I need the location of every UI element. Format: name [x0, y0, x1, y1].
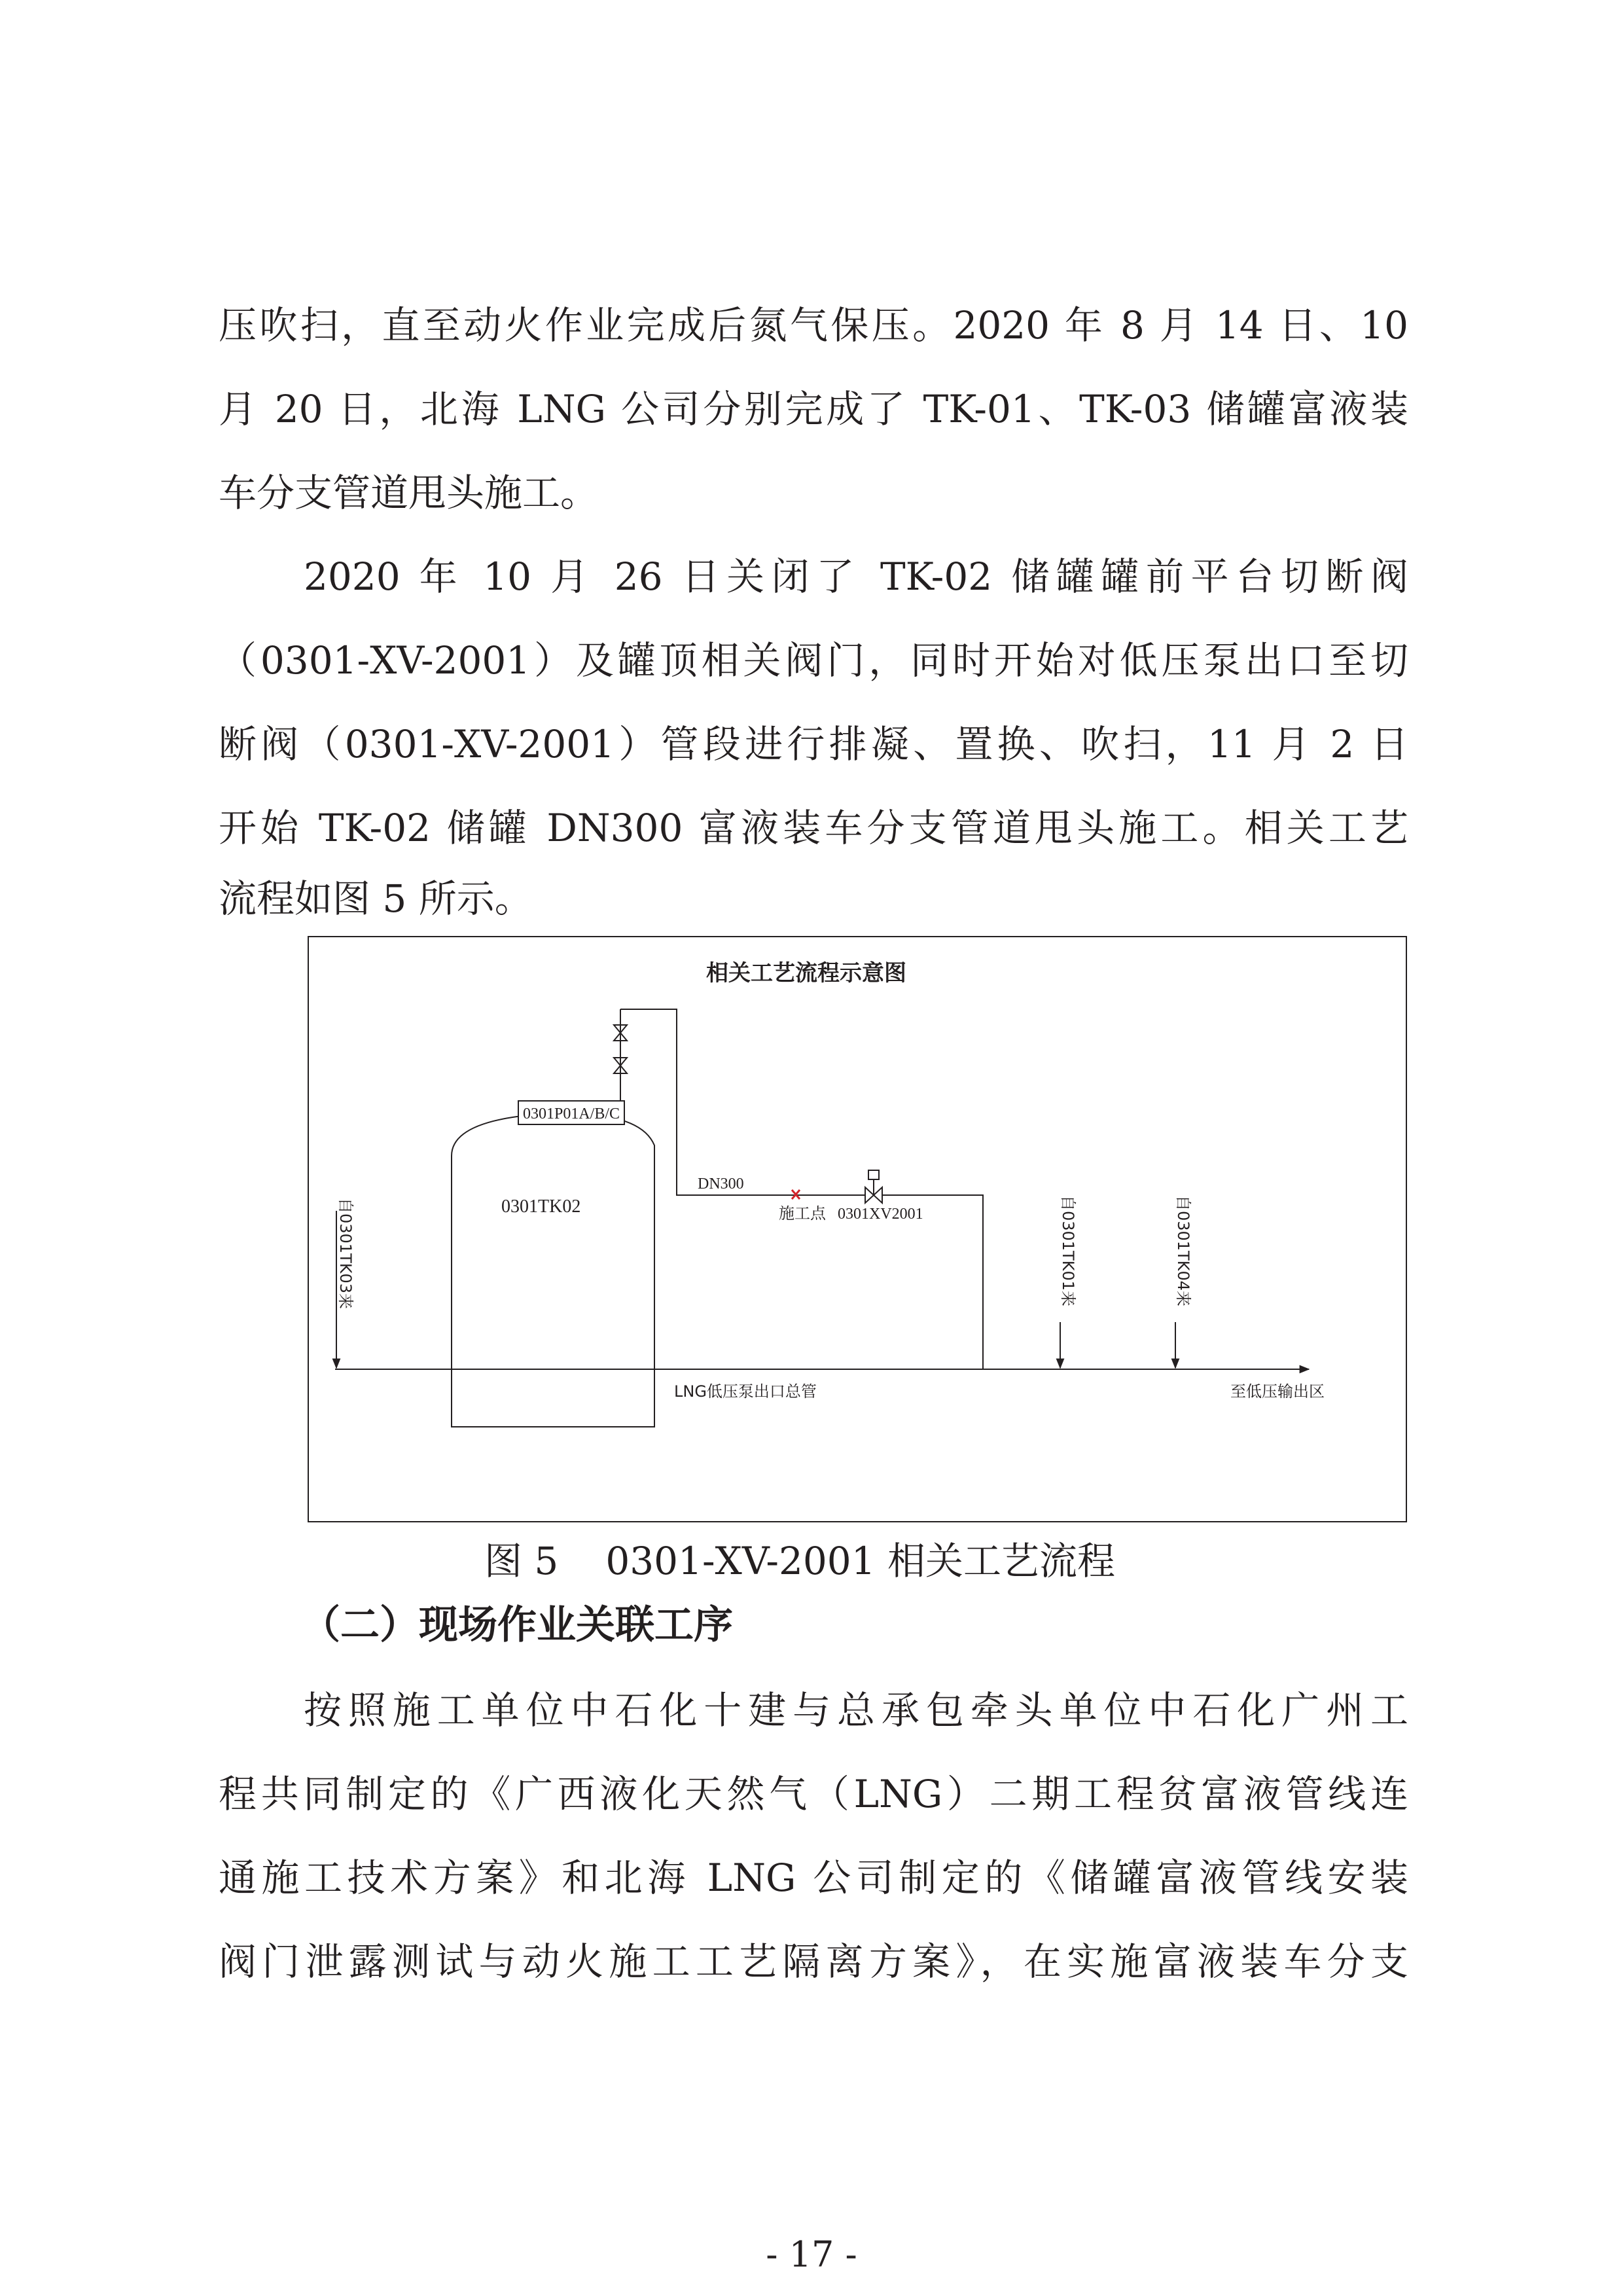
paragraph-line-2: 月 20 日，北海 LNG 公司分别完成了 TK-01、TK-03 储罐富液装 [219, 387, 1408, 431]
paragraph-line-3: 车分支管道甩头施工。 [219, 471, 599, 515]
paragraph-line-4: 2020 年 10 月 26 日关闭了 TK-02 储罐罐前平台切断阀 [304, 554, 1408, 599]
figure-title: 相关工艺流程示意图 [706, 960, 906, 986]
paragraph2-line-3: 通施工技术方案》和北海 LNG 公司制定的《储罐富液管线安装 [219, 1856, 1408, 1900]
tank-0301tk02 [452, 1114, 654, 1427]
process-flow-figure [308, 936, 1407, 1522]
paragraph2-line-4: 阀门泄露测试与动火施工工艺隔离方案》，在实施富液装车分支 [219, 1939, 1408, 1984]
paragraph-line-6: 断阀（0301-XV-2001）管段进行排凝、置换、吹扫，11 月 2 日 [219, 722, 1408, 766]
paragraph-line-5: （0301-XV-2001）及罐顶相关阀门，同时开始对低压泵出口至切 [219, 638, 1408, 683]
paragraph2-line-1: 按照施工单位中石化十建与总承包牵头单位中石化广州工 [304, 1688, 1408, 1732]
figure-number: 图 5 [484, 1539, 559, 1583]
header-label: LNG低压泵出口总管 [674, 1382, 817, 1401]
pipe-size-label: DN300 [698, 1175, 744, 1193]
paragraph-line-1: 压吹扫，直至动火作业完成后氮气保压。2020 年 8 月 14 日、10 [219, 303, 1408, 348]
paragraph-line-7: 开始 TK-02 储罐 DN300 富液装车分支管道甩头施工。相关工艺 [219, 806, 1408, 850]
figure-caption-title: 0301-XV-2001 相关工艺流程 [605, 1539, 1116, 1583]
dn300-branch-pipe [620, 1009, 983, 1369]
valve-label: 0301XV2001 [838, 1206, 923, 1223]
paragraph2-line-2: 程共同制定的《广西液化天然气（LNG）二期工程贫富液管线连 [219, 1772, 1408, 1816]
process-flow-diagram [308, 936, 1407, 1522]
page-number: - 17 - [766, 2234, 857, 2275]
construction-point-label: 施工点 [779, 1204, 826, 1223]
xv2001-valve-icon [865, 1170, 882, 1203]
tank-label: 0301TK02 [501, 1196, 581, 1217]
tk01-inlet-label: 自0301TK01来 [1059, 1195, 1077, 1307]
tk03-inlet-label: 自0301TK03来 [336, 1198, 355, 1310]
paragraph-line-8: 流程如图 5 所示。 [219, 876, 533, 921]
outlet-label: 至低压输出区 [1230, 1382, 1325, 1401]
pump-label: 0301P01A/B/C [522, 1105, 620, 1122]
section-heading: （二）现场作业关联工序 [301, 1602, 733, 1648]
figure-frame [308, 937, 1406, 1522]
figure-caption [484, 1532, 1115, 1590]
tk04-inlet-label: 自0301TK04来 [1174, 1195, 1192, 1307]
